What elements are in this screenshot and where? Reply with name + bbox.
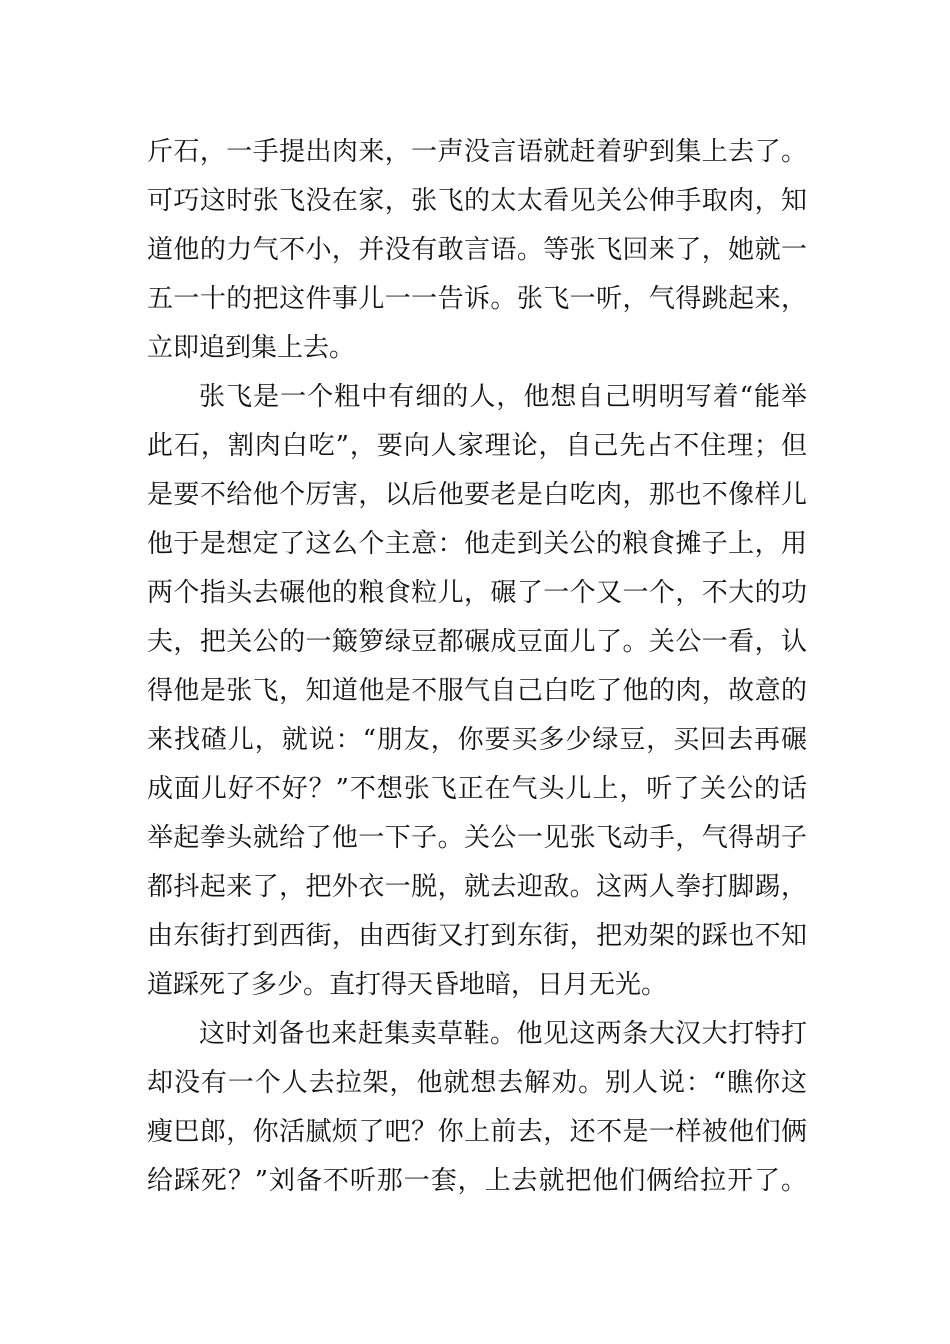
text-line: 举起拳头就给了他一下子。关公一见张飞动手，气得胡子 (147, 823, 807, 853)
text-line: 由东街打到西街，由西街又打到东街，把劝架的踩也不知 (147, 921, 807, 951)
text-line: 都抖起来了，把外衣一脱，就去迎敌。这两人拳打脚踢， (147, 872, 807, 902)
text-line: 是要不给他个厉害，以后他要老是白吃肉，那也不像样儿 (147, 480, 807, 510)
text-line: 来找碴儿，就说：“朋友，你要买多少绿豆，买回去再碾 (147, 725, 807, 755)
text-line: 斤石，一手提出肉来，一声没言语就赶着驴到集上去了。 (147, 137, 807, 167)
paragraph-first-line: 这时刘备也来赶集卖草鞋。他见这两条大汉大打特打 (199, 1019, 807, 1049)
document-body (147, 128, 807, 1206)
text-line: 两个指头去碾他的粮食粒儿，碾了一个又一个，不大的功 (147, 578, 807, 608)
text-line: 给踩死？”刘备不听那一套，上去就把他们俩给拉开了。 (147, 1166, 807, 1196)
text-line: 成面儿好不好？”不想张飞正在气头儿上，听了关公的话 (147, 774, 807, 804)
text-line: 却没有一个人去拉架，他就想去解劝。别人说：“瞧你这 (147, 1068, 807, 1098)
text-line: 得他是张飞，知道他是不服气自己白吃了他的肉，故意的 (147, 676, 807, 706)
paragraph-first-line: 张飞是一个粗中有细的人，他想自己明明写着“能举 (199, 382, 807, 412)
text-line: 瘦巴郎，你活腻烦了吧？你上前去，还不是一样被他们俩 (147, 1117, 807, 1147)
text-line: 五一十的把这件事儿一一告诉。张飞一听，气得跳起来， (147, 284, 807, 314)
text-line: 夫，把关公的一簸箩绿豆都碾成豆面儿了。关公一看，认 (147, 627, 807, 657)
text-line: 他于是想定了这么个主意：他走到关公的粮食摊子上，用 (147, 529, 807, 559)
text-line: 立即追到集上去。 (147, 333, 356, 363)
text-line: 道他的力气不小，并没有敢言语。等张飞回来了，她就一 (147, 235, 807, 265)
text-line: 此石，割肉白吃”，要向人家理论，自己先占不住理；但 (147, 431, 807, 461)
text-line: 可巧这时张飞没在家，张飞的太太看见关公伸手取肉，知 (147, 186, 807, 216)
text-line: 道踩死了多少。直打得天昏地暗，日月无光。 (147, 970, 668, 1000)
